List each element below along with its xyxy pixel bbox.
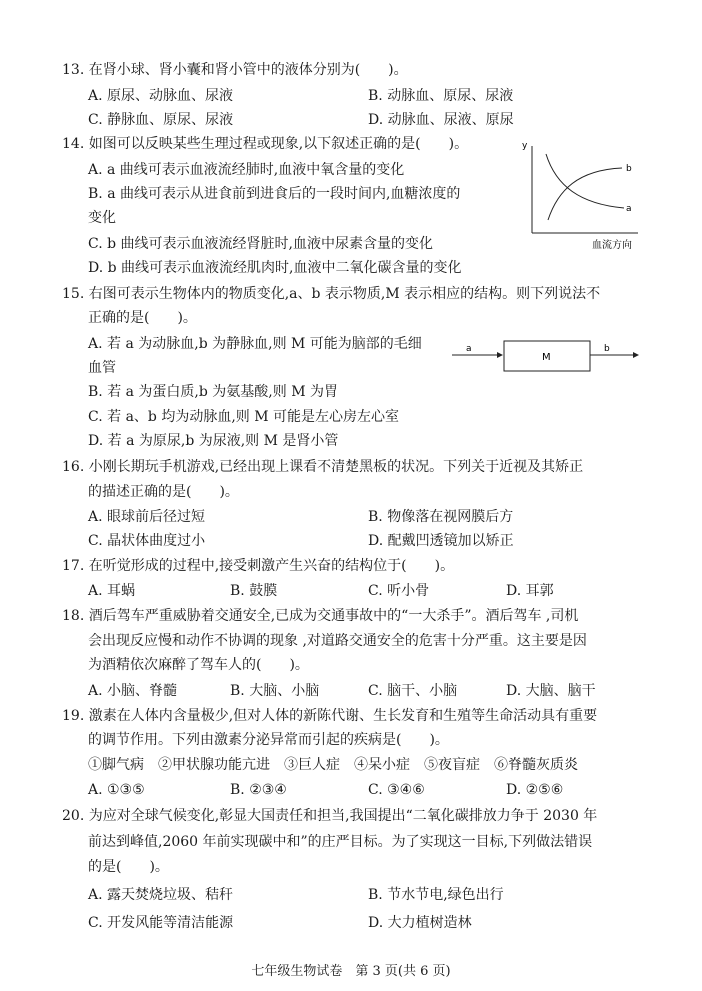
q18-stem-cont-2: 为酒精依次麻醉了驾车人的( )。 xyxy=(88,657,309,673)
q13-stem: 13. 在肾小球、肾小囊和肾小管中的液体分别为( )。 xyxy=(62,62,408,78)
q14-option-a: A. a 曲线可表示血液流经肺时,血液中氧含量的变化 xyxy=(88,162,405,178)
q19-option-b: B. ②③④ xyxy=(230,782,287,798)
q14-curve-a-label: a xyxy=(626,204,632,214)
q15-option-d: D. 若 a 为原尿,b 为尿液,则 M 是肾小管 xyxy=(88,433,339,449)
q20-option-c: C. 开发风能等清洁能源 xyxy=(88,915,234,931)
q13-option-b: B. 动脉血、原尿、尿液 xyxy=(368,88,514,104)
q16-option-a: A. 眼球前后径过短 xyxy=(88,509,206,525)
q17-option-d: D. 耳郭 xyxy=(506,583,554,599)
page-footer: 七年级生物试卷 第 3 页(共 6 页) xyxy=(251,964,451,979)
q16-option-d: D. 配戴凹透镜加以矫正 xyxy=(368,533,514,549)
q18-option-c: C. 脑干、小脑 xyxy=(368,683,458,699)
q15-option-c: C. 若 a、b 均为动脉血,则 M 可能是左心房左心室 xyxy=(88,409,400,425)
q15-label-b: b xyxy=(604,344,610,354)
q14-stem: 14. 如图可以反映某些生理过程或现象,以下叙述正确的是( )。 xyxy=(62,136,469,152)
q16-stem-cont: 的描述正确的是( )。 xyxy=(88,484,239,500)
q14-y-axis-label: y xyxy=(522,141,528,151)
q18-option-a: A. 小脑、脊髓 xyxy=(88,683,178,699)
q17-option-a: A. 耳蜗 xyxy=(88,583,136,599)
q13-option-c: C. 静脉血、原尿、尿液 xyxy=(88,112,234,128)
q14-option-b-cont: 变化 xyxy=(88,210,116,226)
q15-stem-cont: 正确的是( )。 xyxy=(88,310,197,326)
q14-curve-b-label: b xyxy=(626,164,632,174)
q15-stem: 15. 右图可表示生物体内的物质变化,a、b 表示物质,M 表示相应的结构。则下列说法不 xyxy=(62,286,601,302)
q14-curve-b xyxy=(548,168,622,220)
q20-option-a: A. 露天焚烧垃圾、秸秆 xyxy=(88,887,234,903)
q19-stem-cont: 的调节作用。下列由激素分泌异常而引起的疾病是( )。 xyxy=(88,732,449,748)
q14-option-c: C. b 曲线可表示血液流经肾脏时,血液中尿素含量的变化 xyxy=(88,236,433,252)
q14-option-d: D. b 曲线可表示血液流经肌肉时,血液中二氧化碳含量的变化 xyxy=(88,260,462,276)
q15-option-a-cont: 血管 xyxy=(88,360,116,376)
q20-option-b: B. 节水节电,绿色出行 xyxy=(368,887,504,903)
q15-option-b: B. 若 a 为蛋白质,b 为氨基酸,则 M 为胃 xyxy=(88,384,338,400)
q16-option-b: B. 物像落在视网膜后方 xyxy=(368,509,514,525)
q14-graph xyxy=(520,138,646,253)
q17-stem: 17. 在听觉形成的过程中,接受刺激产生兴奋的结构位于( )。 xyxy=(62,558,455,574)
q19-option-a: A. ①③⑤ xyxy=(88,782,145,798)
q20-option-d: D. 大力植树造林 xyxy=(368,915,472,931)
q18-option-b: B. 大脑、小脑 xyxy=(230,683,320,699)
q13-option-d: D. 动脉血、尿液、原尿 xyxy=(368,112,514,128)
q13-option-a: A. 原尿、动脉血、尿液 xyxy=(88,88,234,104)
q18-stem-cont-1: 会出现反应慢和动作不协调的现象 ,对道路交通安全的危害十分严重。这主要是因 xyxy=(88,633,587,649)
q14-x-axis-label: 血流方向 xyxy=(592,240,632,251)
q15-label-a: a xyxy=(466,344,472,354)
q20-stem: 20. 为应对全球气候变化,彰显大国责任和担当,我国提出“二氧化碳排放力争于 2030 年 xyxy=(62,808,598,824)
q15-option-a: A. 若 a 为动脉血,b 为静脉血,则 M 可能为脑部的毛细 xyxy=(88,336,422,352)
q20-stem-cont-1: 前达到峰值,2060 年前实现碳中和”的庄严目标。为了实现这一目标,下列做法错误 xyxy=(88,834,593,850)
q17-option-b: B. 鼓膜 xyxy=(230,583,278,599)
q18-stem: 18. 酒后驾车严重威胁着交通安全,已成为交通事故中的“一大杀手”。酒后驾车 ,司机 xyxy=(62,608,579,624)
q17-option-c: C. 听小骨 xyxy=(368,583,430,599)
q15-label-m: M xyxy=(542,352,551,363)
q19-items: ①脚气病 ②甲状腺功能亢进 ③巨人症 ④呆小症 ⑤夜盲症 ⑥脊髓灰质炎 xyxy=(88,757,578,773)
q19-stem: 19. 激素在人体内含量极少,但对人体的新陈代谢、生长发育和生殖等生命活动具有重要 xyxy=(62,708,598,724)
q19-option-d: D. ②⑤⑥ xyxy=(506,782,564,798)
q18-option-d: D. 大脑、脑干 xyxy=(506,683,596,699)
q14-option-b: B. a 曲线可表示从进食前到进食后的一段时间内,血糖浓度的 xyxy=(88,186,461,202)
q19-option-c: C. ③④⑥ xyxy=(368,782,425,798)
q16-stem: 16. 小刚长期玩手机游戏,已经出现上课看不清楚黑板的状况。下列关于近视及其矫正 xyxy=(62,459,584,475)
q15-diagram xyxy=(450,336,640,378)
q20-stem-cont-2: 的是( )。 xyxy=(88,859,169,875)
q16-option-c: C. 晶状体曲度过小 xyxy=(88,533,206,549)
